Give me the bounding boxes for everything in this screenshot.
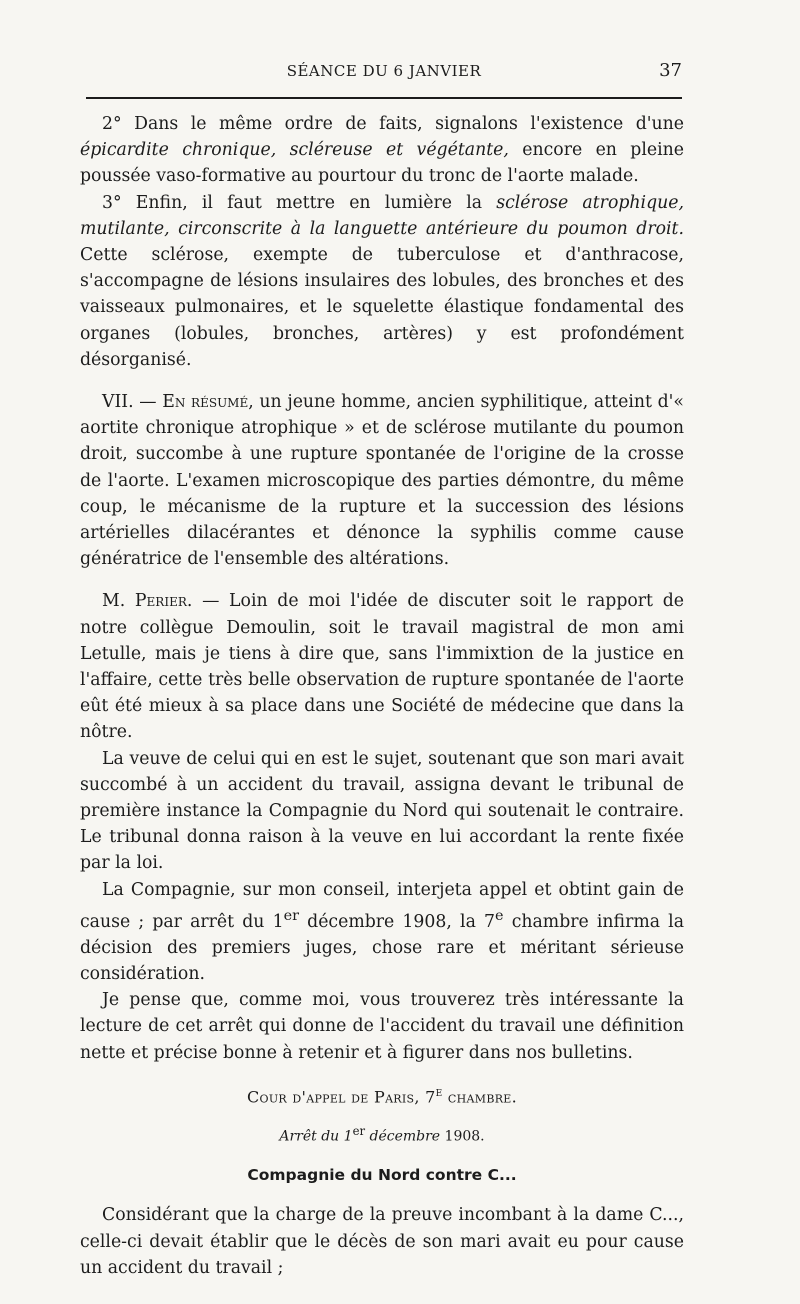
page-number: 37 [659, 60, 682, 81]
text-run: — Loin de moi l'idée de discuter soit le rapport de notre collègue Demoulin, soit le travail magistral de mon ami Letulle, mais je tiens à dire que, sans l'immixtion de la justice en l'affaire, cette très belle observation de rupture spontanée de l'aorte eût été mieux à sa place dans une Société de médecine que dans la nôtre. [80, 591, 684, 743]
superscript: er [352, 1124, 366, 1139]
paragraph-compagnie [80, 877, 684, 988]
text-run: La Compagnie, sur mon conseil, interjeta appel et obtint gain de cause ; par arrêt du 1 [80, 879, 684, 932]
court-name: Cour d'appel de Paris, 7 [246, 1087, 436, 1107]
text-run: décembre 1908, la 7 [299, 911, 496, 932]
parties-heading: Compagnie du Nord contre C... [247, 1166, 517, 1185]
paragraph-resume [80, 389, 684, 572]
italic-run: épicardite chronique, scléreuse et végétante, [80, 140, 509, 161]
paragraph-je-pense: Je pense que, comme moi, vous trouverez très intéressante la lecture de cet arrêt qui donne de l'accident du travail une définition nette et précise bonne à retenir et à figurer dans nos bulletins. [80, 990, 684, 1063]
paragraph-sclerose [80, 190, 684, 373]
superscript: er [283, 907, 299, 924]
page-header [86, 60, 682, 86]
court-heading [80, 1080, 684, 1111]
header-rule [86, 97, 682, 99]
arret-date [80, 1118, 684, 1150]
italic-run: sclérose atrophique, mutilante, circonscrite à la languette antérieure du poumon droit. [80, 192, 684, 239]
paragraph-veuve: La veuve de celui qui en est le sujet, soutenant que son mari avait succombé à un accident du travail, assigna devant le tribunal de première instance la Compagnie du Nord qui soutenait le contraire. Le tribunal donna raison à la veuve en lui accordant la rente fixée par la loi. [80, 748, 684, 874]
running-head: SÉANCE DU 6 JANVIER [286, 62, 482, 80]
text-run: 1908. [440, 1129, 485, 1146]
italic-run: décembre [365, 1129, 441, 1146]
body-text [80, 111, 684, 1281]
superscript: e [435, 1084, 443, 1100]
text-run: 3° Enfin, il faut mettre en lumière la [102, 192, 497, 213]
court-chamber: chambre. [442, 1087, 517, 1107]
small-caps-run: En résumé, [162, 392, 254, 413]
text-run: un jeune homme, ancien syphilitique, atteint d'« aortite chronique atrophique » et de sclérose mutilante du poumon droit, succombe à une rupture spontanée de l'origine de la crosse de l'aorte. L'examen microscopique des parties démontre, du même coup, le mécanisme de la rupture et la succession des lésions artérielles dilacérantes et dénonce la syphilis comme cause génératrice de l'ensemble des altérations. [80, 392, 684, 570]
speaker-name: Perier. [134, 591, 193, 612]
text-run: chambre infirma la décision des premiers juges, chose rare et méritant sérieuse considération. [80, 911, 684, 985]
paragraph-considerant: Considérant que la charge de la preuve incombant à la dame C..., celle-ci devait établir que le décès de son mari avait eu pour cause un accident du travail ; [80, 1205, 684, 1278]
text-run: M. [102, 591, 135, 612]
paragraph-epicardite [80, 111, 684, 190]
text-run: Cette sclérose, exempte de tuberculose et d'anthracose, s'accompagne de lésions insulaires des lobules, des bronches et des vaisseaux pulmonaires, et le squelette élastique fondamental des organes (lobules, bronches, artères) y est profondément désorganisé. [80, 245, 684, 370]
italic-run: Arrêt du 1 [279, 1129, 353, 1146]
text-run: 2° Dans le même ordre de faits, signalons l'existence d'une [102, 114, 684, 134]
text-run: VII. — [102, 392, 163, 413]
paragraph-perier [80, 588, 684, 745]
text-run: encore en pleine poussée vaso-formative au pourtour du tronc de l'aorte malade. [80, 140, 685, 187]
superscript: e [495, 907, 504, 924]
